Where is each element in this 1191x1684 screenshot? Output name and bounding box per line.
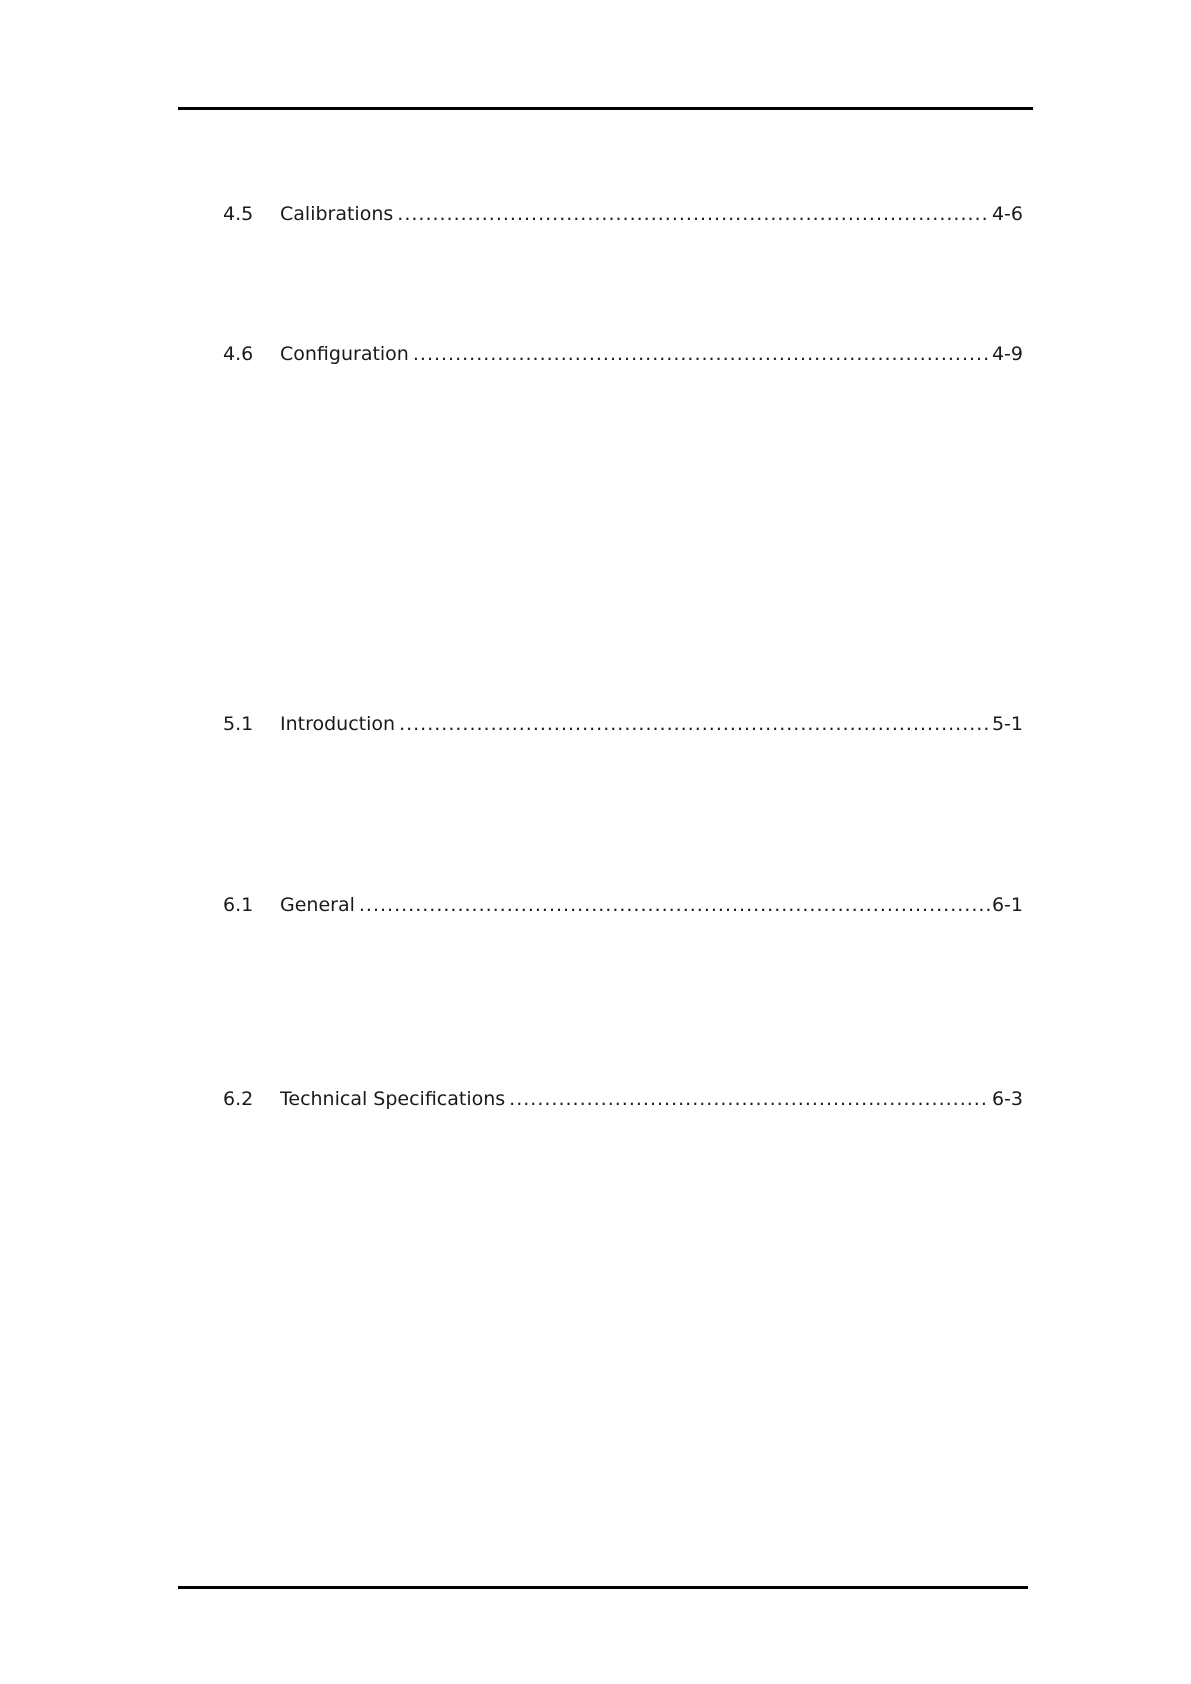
toc-section-title: General [280,894,355,916]
toc-page-number: 4-6 [991,203,1023,225]
toc-section-title: Introduction [280,713,396,735]
toc-entry[interactable] [223,339,1023,369]
toc-section-number: 4.6 [223,343,254,365]
toc-page-number: 6-1 [991,894,1023,916]
toc-section-number: 6.1 [223,894,254,916]
toc-section-number: 6.2 [223,1088,254,1110]
toc-page-number: 6-3 [991,1088,1023,1110]
toc-section-title: Technical Specifications [280,1088,506,1110]
toc-page-number: 4-9 [991,343,1023,365]
header-rule [178,107,1033,110]
toc-dot-leader [399,709,990,739]
toc-dot-leader [509,1084,990,1114]
toc-dot-leader [413,339,990,369]
toc-section-number: 4.5 [223,203,254,225]
toc-entry[interactable] [223,199,1023,229]
toc-section-number: 5.1 [223,713,254,735]
toc-dot-leader [397,199,990,229]
toc-entry[interactable] [223,890,1023,920]
toc-entry[interactable] [223,709,1023,739]
toc-entry[interactable] [223,1084,1023,1114]
footer-rule [178,1586,1028,1589]
toc-dot-leader [359,890,990,920]
toc-page-number: 5-1 [991,713,1023,735]
toc-section-title: Calibrations [280,203,394,225]
toc-section-title: Configuration [280,343,409,365]
